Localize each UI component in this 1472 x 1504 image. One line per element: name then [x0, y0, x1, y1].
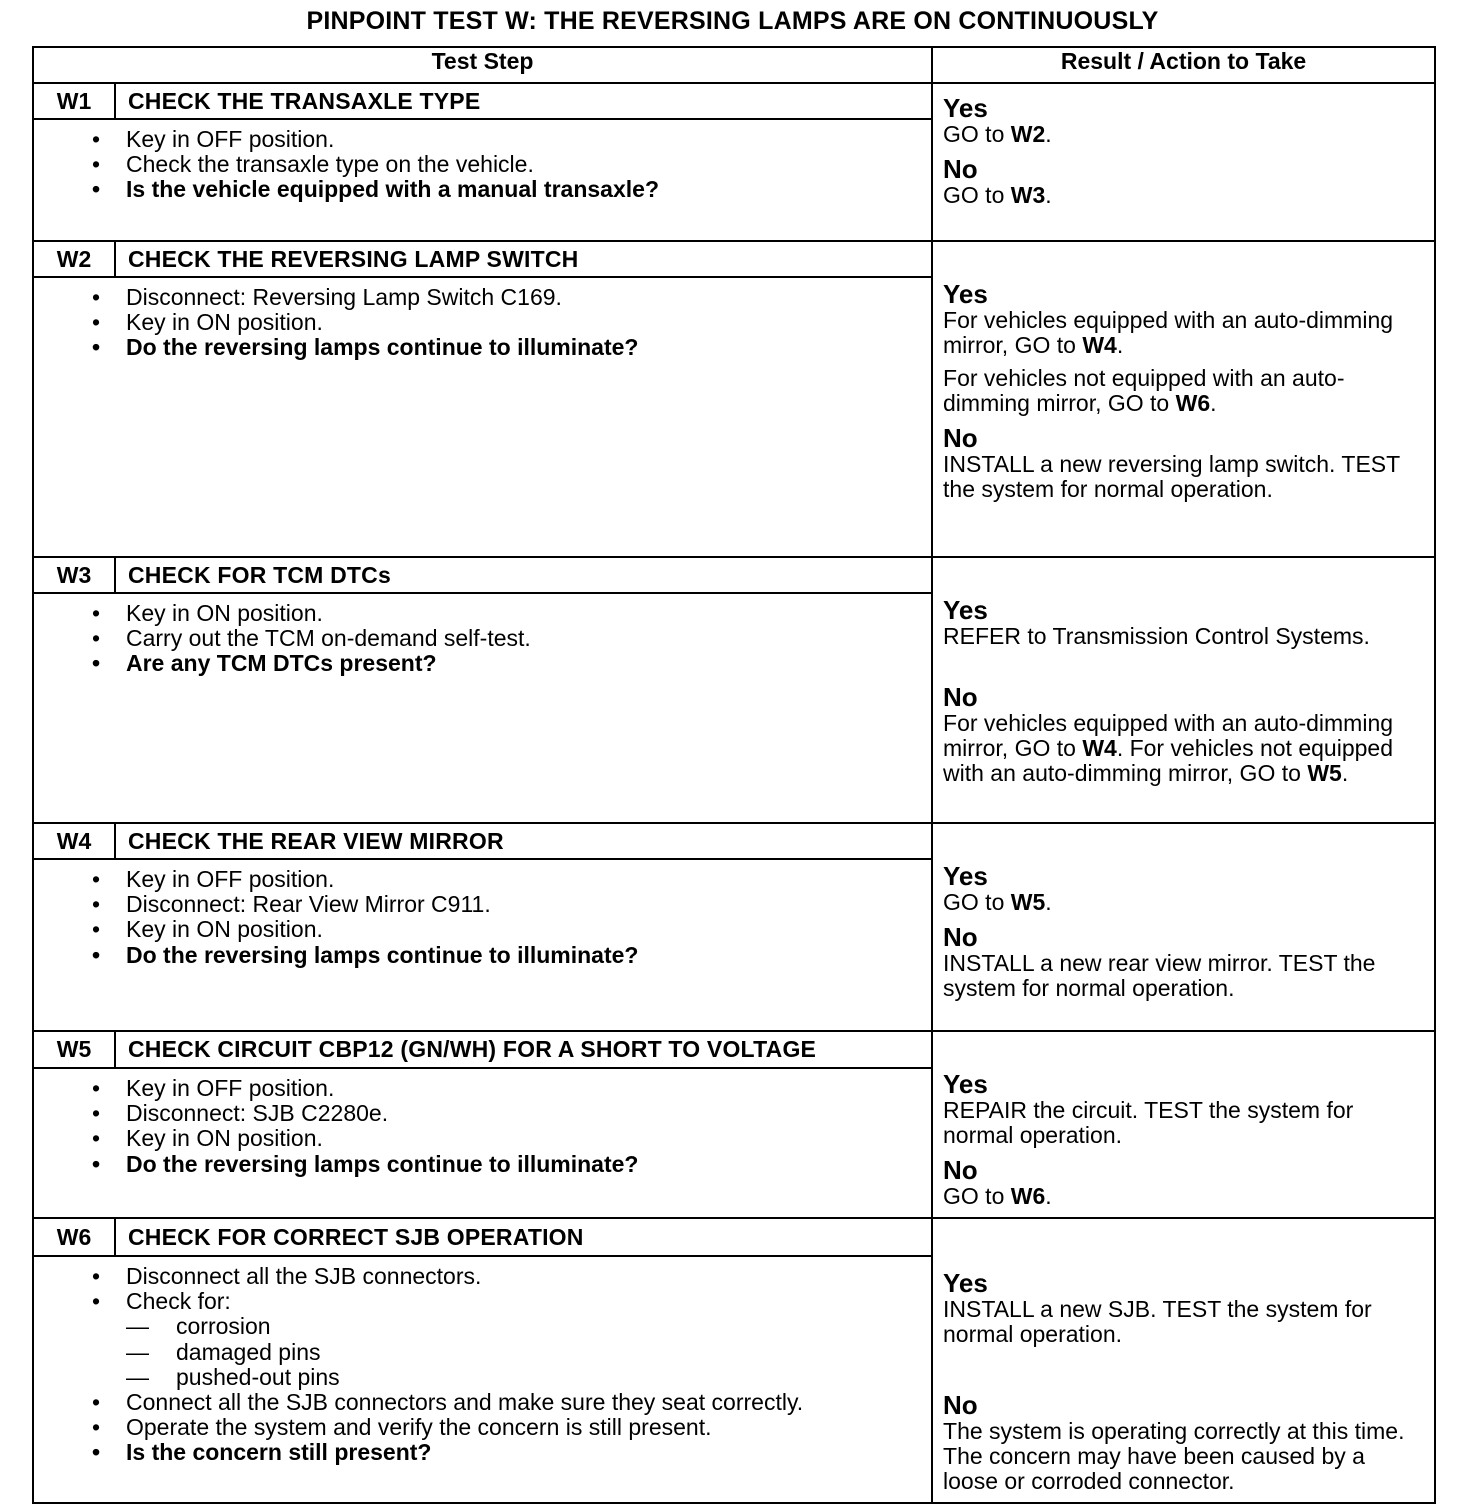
no-label: No [943, 922, 978, 952]
action-item: • Connect all the SJB connectors and make sure they seat correctly. [86, 1390, 931, 1415]
bullet-icon: • [91, 600, 101, 626]
result-no [943, 1391, 1424, 1494]
yes-text: For vehicles equipped with an auto-dimming mirror, GO to W4. [943, 307, 1394, 358]
bullet-icon: • [91, 1125, 101, 1152]
action-item: • Key in ON position. [86, 310, 931, 335]
question-item: • Is the vehicle equipped with a manual transaxle? [86, 177, 931, 202]
step-id: W3 [33, 557, 115, 593]
step-reference: W4 [1082, 735, 1117, 761]
result-yes [943, 596, 1424, 649]
step-reference: W2 [1010, 121, 1046, 147]
action-item: • Key in OFF position. [86, 867, 931, 892]
action-item: • Disconnect: Reversing Lamp Switch C169. [86, 285, 931, 310]
result-yes [943, 862, 1424, 915]
action-item: • Check the transaxle type on the vehicle. [86, 152, 931, 177]
step-w6-result [932, 1218, 1435, 1503]
bullet-icon: • [91, 126, 101, 152]
bullet-icon: • [91, 1288, 101, 1315]
bullet-icon: • [91, 1263, 101, 1289]
bullet-icon: • [91, 866, 101, 892]
step-reference: W6 [1175, 390, 1211, 416]
yes-label: Yes [943, 93, 988, 123]
bullet-icon: • [91, 1439, 101, 1466]
result-yes [943, 94, 1424, 147]
yes-text: REPAIR the circuit. TEST the system for normal operation. [943, 1097, 1354, 1148]
step-w6-actions [33, 1256, 932, 1503]
step-reference: W6 [1010, 1183, 1046, 1209]
bullet-icon: • [91, 941, 101, 968]
step-w4-actions [33, 859, 932, 1031]
no-label: No [943, 423, 978, 453]
step-w3-actions [33, 593, 932, 823]
action-item: • Disconnect: SJB C2280e. [86, 1101, 931, 1126]
step-w5-actions [33, 1068, 932, 1218]
action-item: • Key in ON position. [86, 601, 931, 626]
bullet-icon: • [91, 334, 101, 361]
step-id: W1 [33, 83, 115, 119]
result-no [943, 155, 1424, 208]
step-reference: W4 [1082, 332, 1117, 358]
result-yes [943, 1269, 1424, 1347]
bullet-icon: • [91, 891, 101, 918]
result-yes [943, 1070, 1424, 1148]
step-title: CHECK FOR CORRECT SJB OPERATION [115, 1218, 932, 1256]
step-title: CHECK THE REAR VIEW MIRROR [115, 823, 932, 859]
no-label: No [943, 1155, 978, 1185]
result-no [943, 923, 1424, 1001]
header-result-action: Result / Action to Take [932, 47, 1435, 83]
bullet-icon: • [91, 1389, 101, 1416]
no-text: GO to W3. [943, 182, 1052, 208]
action-item: • Operate the system and verify the concern is still present. [86, 1415, 931, 1440]
action-item: • Disconnect all the SJB connectors. [86, 1264, 931, 1289]
action-item: • Key in OFF position. [86, 1076, 931, 1101]
dash-icon: — [126, 1363, 149, 1390]
no-text: The system is operating correctly at this time. The concern may have been caused by a loose or corroded connector. [943, 1418, 1405, 1494]
step-reference: W3 [1010, 182, 1046, 208]
header-test-step: Test Step [33, 47, 932, 83]
bullet-icon: • [91, 1074, 101, 1101]
step-id: W5 [33, 1031, 115, 1068]
no-label: No [943, 154, 978, 184]
step-w4-result [932, 823, 1435, 1031]
question-item: • Do the reversing lamps continue to illuminate? [86, 1152, 931, 1177]
action-item: • Key in ON position. [86, 1126, 931, 1151]
step-w2-actions [33, 277, 932, 557]
step-w6-title-row [33, 1218, 1435, 1256]
step-title: CHECK CIRCUIT CBP12 (GN/WH) FOR A SHORT TO VOLTAGE [115, 1031, 932, 1068]
step-w5-result [932, 1031, 1435, 1218]
question-item: • Do the reversing lamps continue to illuminate? [86, 943, 931, 968]
result-yes [943, 280, 1424, 416]
step-w1-title-row [33, 83, 1435, 119]
bullet-icon: • [91, 284, 101, 310]
bullet-icon: • [91, 1414, 101, 1441]
bullet-icon: • [91, 1100, 101, 1127]
bullet-icon: • [91, 176, 101, 203]
yes-label: Yes [943, 279, 988, 309]
step-w2-result [932, 241, 1435, 557]
result-no [943, 424, 1424, 502]
result-no [943, 1156, 1424, 1209]
page-title: PINPOINT TEST W: THE REVERSING LAMPS ARE ON CONTINUOUSLY [306, 7, 1159, 35]
pinpoint-test-table [32, 46, 1436, 1504]
yes-label: Yes [943, 861, 988, 891]
bullet-icon: • [91, 916, 101, 943]
action-item: • Check for: — corrosion — damaged pins — pushed-out pins [86, 1289, 931, 1390]
bullet-icon: • [91, 151, 101, 178]
step-w4-title-row [33, 823, 1435, 859]
question-item: • Are any TCM DTCs present? [86, 651, 931, 676]
no-text: For vehicles equipped with an auto-dimming mirror, GO to W4. For vehicles not equipped with an auto-dimming mirror, GO to W5. [943, 710, 1394, 786]
step-w3-title-row [33, 557, 1435, 593]
step-title: CHECK THE TRANSAXLE TYPE [115, 83, 932, 119]
yes-text: For vehicles not equipped with an auto-dimming mirror, GO to W6. [943, 365, 1345, 416]
bullet-icon: • [91, 650, 101, 677]
yes-text: GO to W2. [943, 121, 1052, 147]
step-w1-result [932, 83, 1435, 241]
step-id: W6 [33, 1218, 115, 1256]
question-item: • Is the concern still present? [86, 1440, 931, 1465]
step-w2-title-row [33, 241, 1435, 277]
yes-text: GO to W5. [943, 889, 1052, 915]
yes-label: Yes [943, 595, 988, 625]
step-w3-result [932, 557, 1435, 823]
no-label: No [943, 682, 978, 712]
dash-icon: — [126, 1313, 149, 1340]
check-sublist [126, 1314, 931, 1390]
bullet-icon: • [91, 1150, 101, 1177]
result-no [943, 683, 1424, 786]
step-title: CHECK FOR TCM DTCs [115, 557, 932, 593]
no-text: INSTALL a new rear view mirror. TEST the system for normal operation. [943, 950, 1376, 1001]
no-text: INSTALL a new reversing lamp switch. TEST the system for normal operation. [943, 451, 1400, 502]
step-id: W2 [33, 241, 115, 277]
action-item: • Disconnect: Rear View Mirror C911. [86, 892, 931, 917]
step-reference: W5 [1010, 889, 1046, 915]
step-id: W4 [33, 823, 115, 859]
sub-item: — corrosion [126, 1313, 271, 1340]
dash-icon: — [126, 1338, 149, 1365]
sub-item: — damaged pins [126, 1338, 321, 1365]
step-w1-actions [33, 119, 932, 241]
yes-label: Yes [943, 1268, 988, 1298]
step-title: CHECK THE REVERSING LAMP SWITCH [115, 241, 932, 277]
step-reference: W5 [1307, 760, 1342, 786]
bullet-icon: • [91, 309, 101, 336]
action-item: • Key in OFF position. [86, 127, 931, 152]
yes-text: INSTALL a new SJB. TEST the system for normal operation. [943, 1296, 1372, 1347]
question-item: • Do the reversing lamps continue to illuminate? [86, 335, 931, 360]
no-text: GO to W6. [943, 1183, 1052, 1209]
sub-item: — pushed-out pins [126, 1363, 340, 1390]
yes-text: REFER to Transmission Control Systems. [943, 623, 1370, 649]
no-label: No [943, 1390, 978, 1420]
action-item: • Key in ON position. [86, 917, 931, 942]
yes-label: Yes [943, 1069, 988, 1099]
table-header-row [33, 47, 1435, 83]
action-item: • Carry out the TCM on-demand self-test. [86, 626, 931, 651]
step-w5-title-row [33, 1031, 1435, 1068]
bullet-icon: • [91, 625, 101, 652]
